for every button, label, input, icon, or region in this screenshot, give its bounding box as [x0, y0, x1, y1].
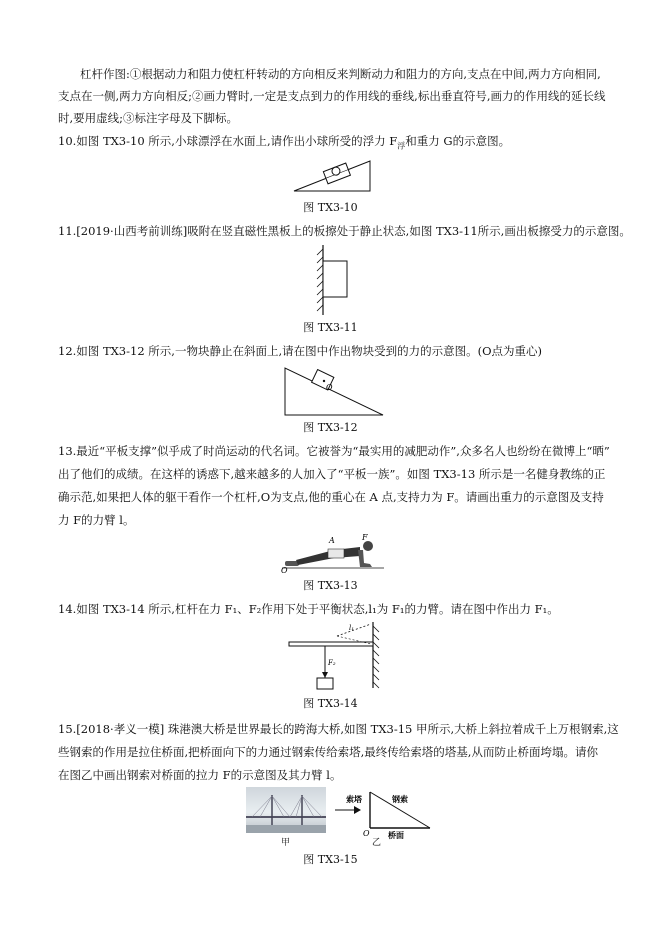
question-15-line-3: 在图乙中画出钢索对桥面的拉力 F的示意图及其力臂 l。 [58, 768, 342, 782]
label-f2: F₂ [328, 659, 336, 667]
question-13-line-1: 13.最近“平板支撑”似乎成了时尚运动的代名词。它被誉为“最实用的减肥动作”,众多名人也纷纷在微博上“晒” [58, 444, 610, 458]
intro-line-1: 杠杆作图:①根据动力和阻力使杠杆转动的方向相反来判断动力和阻力的方向,支点在中间,两力方向相同, [80, 67, 601, 81]
q10-text-b: 和重力 G的示意图。 [405, 134, 511, 148]
label-o: O [326, 383, 333, 392]
question-14-text: 14.如图 TX3-14 所示,杠杆在力 F₁、F₂作用下处于平衡状态,l₁为 F₁的力臂。请在图中作出力 F₁。 [58, 602, 559, 616]
label-cable: 钢索 [392, 794, 408, 804]
caption-tx3-11: 图 TX3-11 [303, 321, 358, 334]
stay-cables [252, 796, 322, 817]
bridge-illustration [246, 787, 326, 833]
caption-tx3-15: 图 TX3-15 [303, 853, 358, 866]
question-15-line-1: 15.[2018·孝义一模] 珠港澳大桥是世界最长的跨海大桥,如图 TX3-15 甲所示,大桥上斜拉着成千上万根钢索,这 [58, 722, 619, 736]
f2-arrowhead [322, 672, 328, 678]
arm [358, 550, 372, 567]
wall-hatching [317, 249, 323, 311]
intro-line-2: 支点在一侧,两力方向相反;②画力臂时,一定是支点到力的作用线的垂线,标出垂直符号,画力的作用线的延长线 [58, 89, 606, 103]
label-tower: 索塔 [346, 794, 362, 804]
figure-tx3-13 [280, 532, 386, 574]
caption-tx3-10: 图 TX3-10 [303, 201, 358, 214]
eraser-block [323, 261, 347, 297]
question-13-line-3: 确示范,如果把人体的躯干看作一个杠杆,O为支点,他的重心在 A 点,支持力为 F。请画出重力的示意图及支持 [58, 490, 604, 504]
caption-tx3-14: 图 TX3-14 [303, 697, 358, 710]
question-13-line-2: 出了他们的成绩。在这样的诱惑下,越来越多的人加入了“平板一族”。如图 TX3-13 所示是一名健身教练的正 [58, 467, 606, 481]
figure-tx3-14 [287, 620, 387, 692]
head [363, 541, 373, 551]
caption-tx3-13: 图 TX3-13 [303, 579, 358, 592]
question-15-line-2: 些钢索的作用是拉住桥面,把桥面向下的力通过钢索传给索塔,最终传给索塔的塔基,从而防止桥面垮塌。请你 [58, 745, 598, 759]
label-jia: 甲 [281, 838, 291, 848]
caption-tx3-12: 图 TX3-12 [303, 421, 358, 434]
bridge-photo [246, 787, 326, 833]
wall-hatching [373, 626, 379, 688]
arrow-head [354, 806, 361, 814]
question-13-line-4: 力 F的力臂 l。 [58, 513, 135, 527]
intro-line-3: 时,要用虚线;③标注字母及下脚标。 [58, 111, 239, 125]
label-l1: l₁ [349, 624, 355, 632]
label-o: O [281, 566, 288, 574]
shorts [328, 549, 344, 558]
label-f: F [362, 533, 368, 542]
label-deck: 桥面 [388, 830, 404, 840]
figure-tx3-12 [283, 362, 387, 418]
hanging-weight [317, 678, 333, 689]
water [246, 825, 326, 833]
q10-subscript: 浮 [397, 141, 406, 151]
lever-bar [289, 642, 373, 646]
incline-triangle [285, 368, 383, 415]
label-yi: 乙 [372, 838, 382, 848]
figure-tx3-10 [290, 152, 376, 194]
center-of-gravity-point [323, 380, 325, 382]
figure-tx3-15-yi [330, 788, 440, 840]
question-12-text: 12.如图 TX3-12 所示,一物块静止在斜面上,请在图中作出物块受到的力的示意图。(O点为重心) [58, 344, 543, 358]
label-o: O [363, 829, 370, 838]
q10-text-a: 10.如图 TX3-10 所示,小球漂浮在水面上,请作出小球所受的浮力 F [58, 134, 398, 148]
figure-tx3-11 [309, 243, 359, 317]
question-11-text: 11.[2019·山西考前训练]吸附在竖直磁性黑板上的板擦处于静止状态,如图 TX3-11所示,画出板擦受力的示意图。 [58, 224, 631, 238]
label-a: A [329, 536, 335, 545]
